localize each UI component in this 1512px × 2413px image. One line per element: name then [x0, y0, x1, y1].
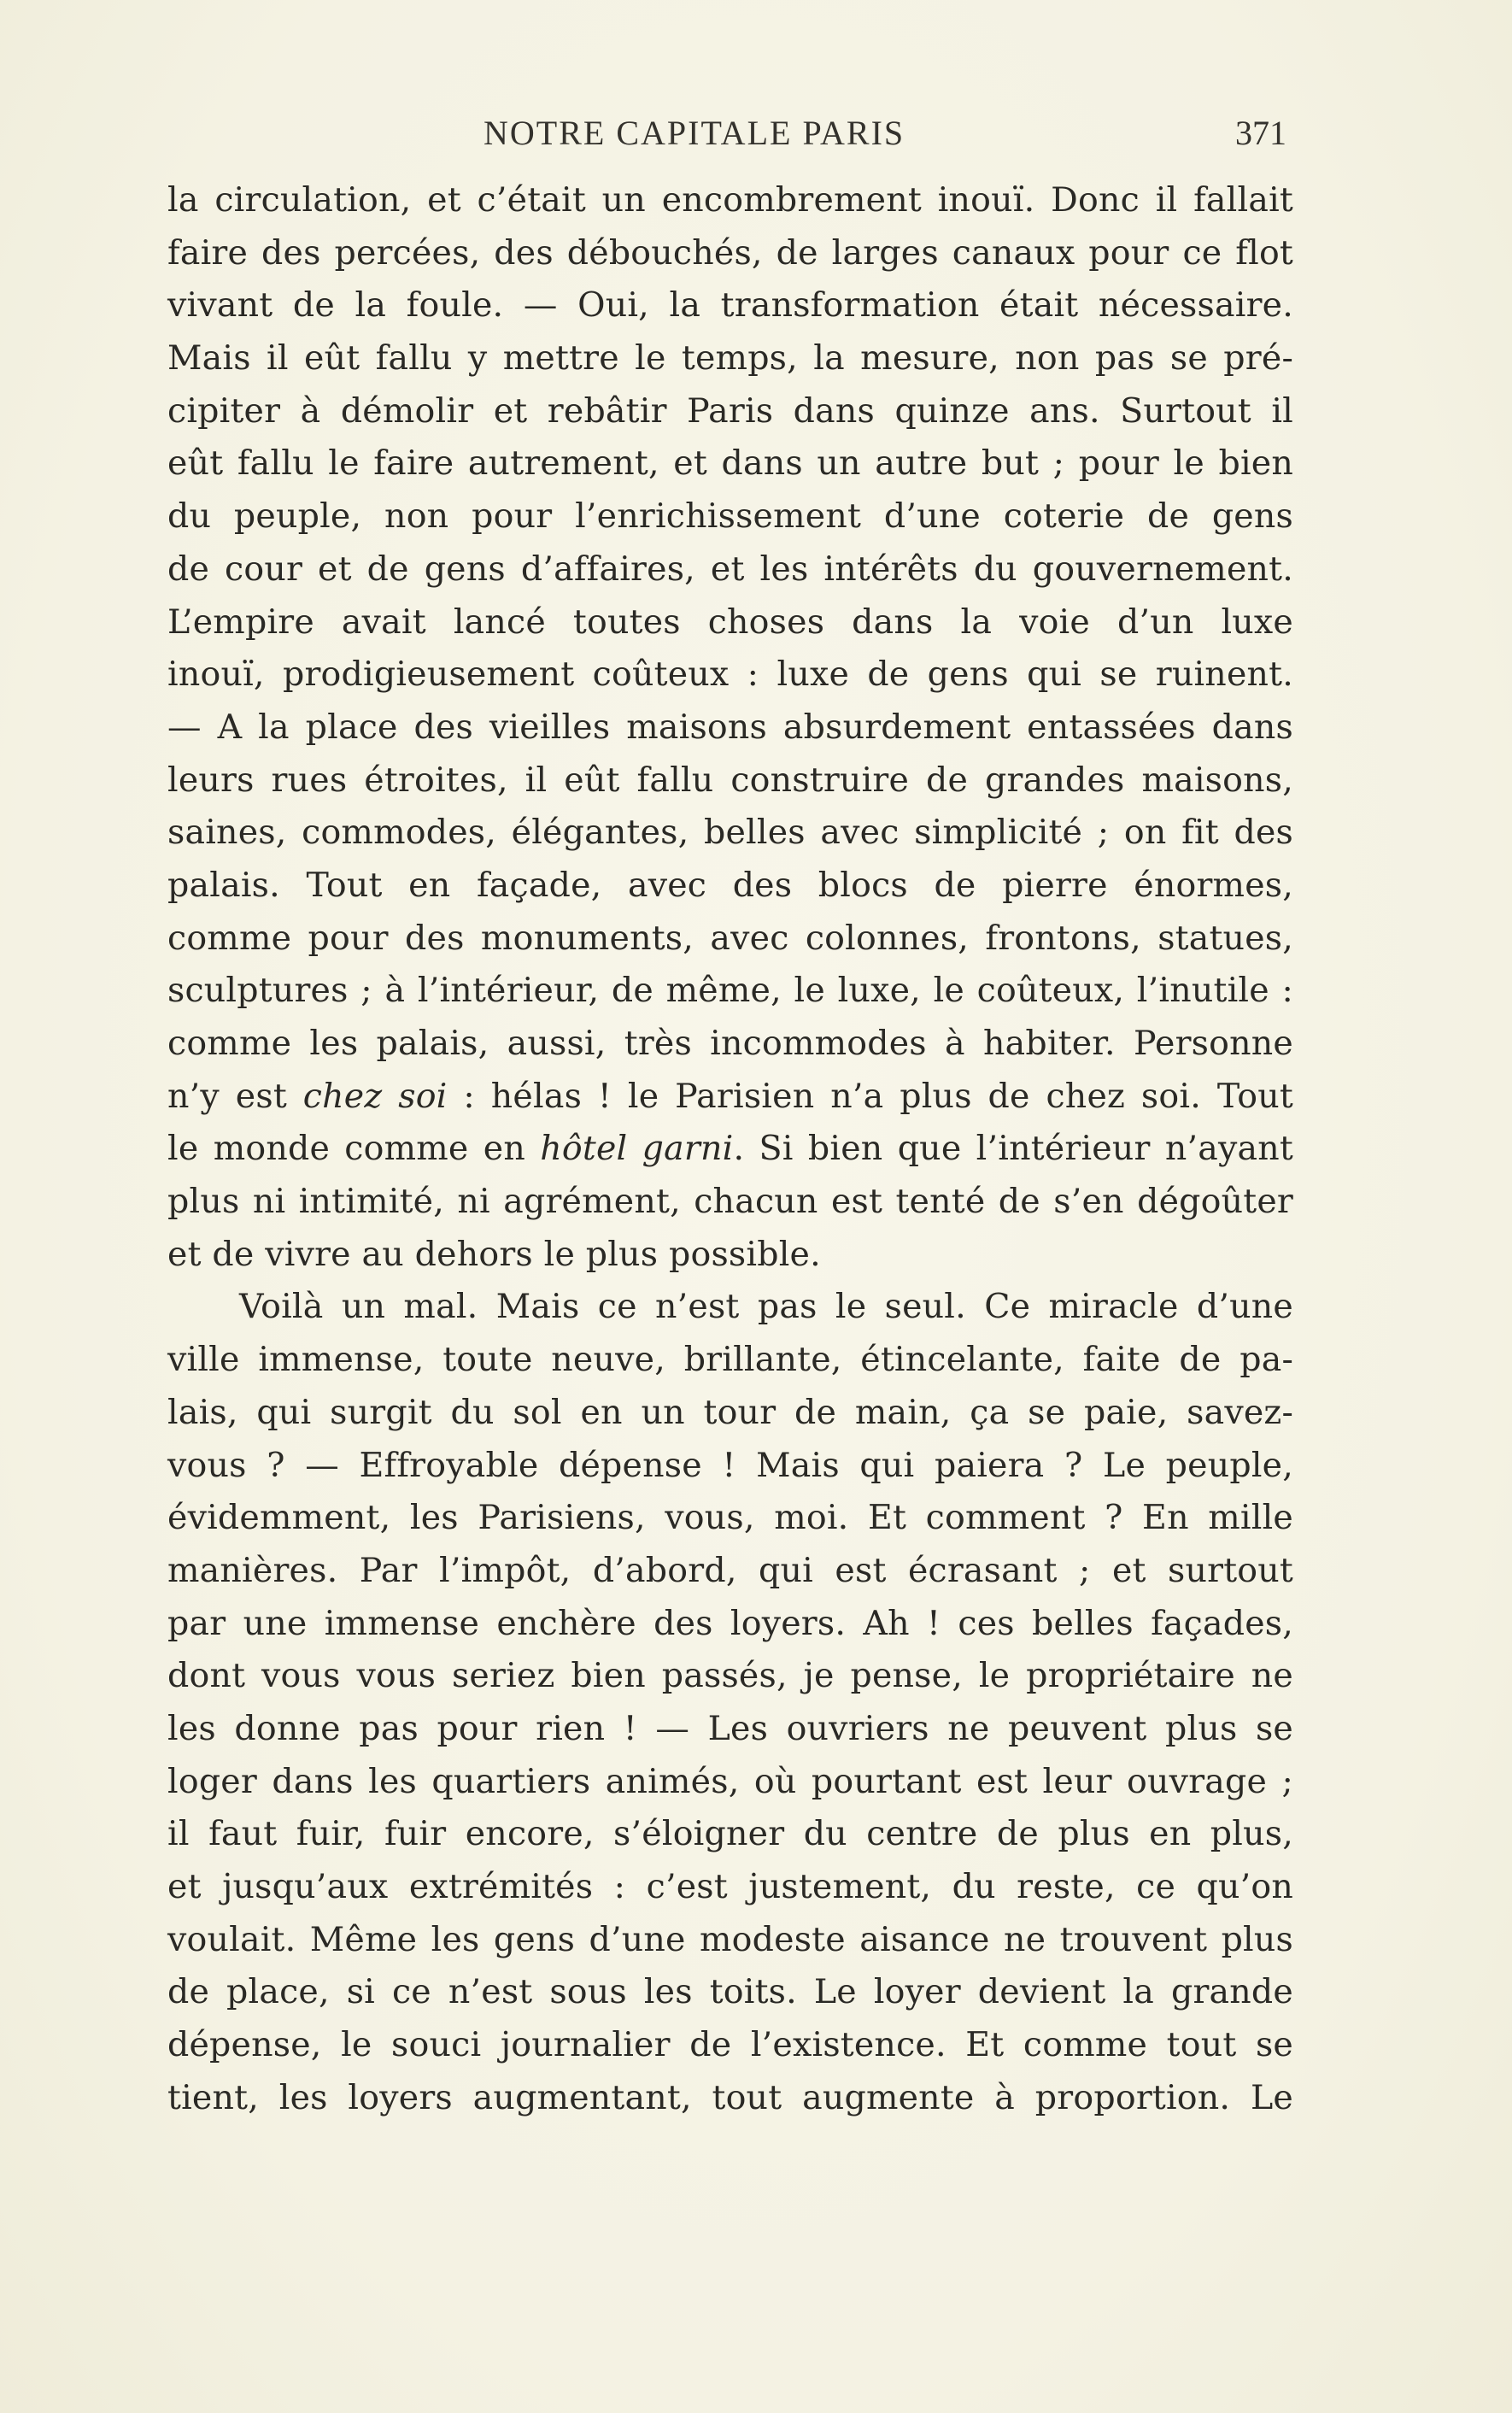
text-segment: saines, commodes, élégantes, belles avec simplicité ; on fit des [167, 813, 1293, 853]
text-line [167, 1334, 1293, 1387]
page-number: 371 [1235, 114, 1286, 152]
text-segment: vous ? — Effroyable dépense ! Mais qui paiera ? Le peuple, [167, 1445, 1293, 1485]
text-line [167, 1071, 1293, 1124]
text-line [167, 1756, 1293, 1809]
text-line [167, 1808, 1293, 1861]
text-segment: leurs rues étroites, il eût fallu construire de grandes maisons, [167, 760, 1293, 800]
text-segment: manières. Par l’impôt, d’abord, qui est écrasant ; et surtout [167, 1550, 1293, 1590]
text-line [167, 1703, 1293, 1756]
text-segment: il faut fuir, fuir encore, s’éloigner du centre de plus en plus, [167, 1814, 1293, 1854]
text-segment: — A la place des vieilles maisons absurdement entassées dans [167, 707, 1293, 747]
text-segment: palais. Tout en façade, avec des blocs de pierre énormes, [167, 865, 1293, 905]
text-line [167, 1281, 1293, 1334]
text-segment: voulait. Même les gens d’une modeste aisance ne trouvent plus [167, 1919, 1293, 1959]
text-segment: tient, les loyers augmentant, tout augmente à proportion. Le [167, 2077, 1293, 2117]
text-line [167, 807, 1293, 860]
text-segment: vivant de la foule. — Oui, la transformation était nécessaire. [167, 285, 1293, 326]
text-segment: par une immense enchère des loyers. Ah ! ces belles façades, [167, 1603, 1293, 1643]
text-line [167, 1545, 1293, 1598]
text-segment: . Si bien que l’intérieur n’ayant [733, 1129, 1293, 1169]
text-line [167, 1492, 1293, 1545]
text-line [167, 1966, 1293, 2019]
text-segment: de cour et de gens d’affaires, et les intérêts du gouvernement. [167, 549, 1293, 589]
text-segment: comme les palais, aussi, très incommodes à habiter. Personne [167, 1024, 1293, 1063]
text-line [167, 1650, 1293, 1703]
text-segment: dépense, le souci journalier de l’existence. Et comme tout se [167, 2025, 1293, 2065]
text-line [167, 596, 1293, 649]
text-line [167, 1123, 1293, 1176]
text-segment: L’empire avait lancé toutes choses dans la voie d’un luxe [167, 602, 1293, 642]
text-line [167, 702, 1293, 754]
text-line [167, 649, 1293, 702]
text-segment: faire des percées, des débouchés, de larges canaux pour ce flot [167, 232, 1293, 273]
text-line [167, 490, 1293, 543]
body-text [167, 174, 1293, 2124]
italic-phrase: chez soi [302, 1076, 448, 1116]
text-segment: du peuple, non pour l’enrichissement d’une coterie de gens [167, 496, 1293, 537]
text-segment: et jusqu’aux extrémités : c’est justement, du reste, ce qu’on [167, 1867, 1293, 1906]
text-segment: Voilà un mal. Mais ce n’est pas le seul. Ce miracle d’une [239, 1287, 1293, 1327]
text-segment: Mais il eût fallu y mettre le temps, la mesure, non pas se pré- [167, 338, 1293, 379]
text-segment: : hélas ! le Parisien n’a plus de chez soi. Tout [447, 1076, 1294, 1116]
text-line [167, 1914, 1293, 1967]
text-segment: n’y est [167, 1076, 303, 1116]
text-line [167, 913, 1293, 966]
text-segment: les donne pas pour rien ! — Les ouvriers ne peuvent plus se [167, 1708, 1293, 1748]
text-line [167, 2072, 1293, 2125]
text-segment: le monde comme en [167, 1129, 541, 1169]
text-line [167, 754, 1293, 807]
text-line [167, 1440, 1293, 1493]
text-segment: dont vous vous seriez bien passés, je pense, le propriétaire ne [167, 1656, 1293, 1696]
text-line [167, 1229, 1293, 1282]
text-segment: ville immense, toute neuve, brillante, étincelante, faite de pa- [167, 1340, 1293, 1380]
running-title: NOTRE CAPITALE PARIS [483, 114, 905, 152]
text-segment: sculptures ; à l’intérieur, de même, le luxe, le coûteux, l’inutile : [167, 971, 1293, 1011]
text-segment: lais, qui surgit du sol en un tour de main, ça se paie, savez- [167, 1392, 1293, 1432]
page-header [167, 108, 1286, 159]
text-line [167, 1176, 1293, 1229]
text-line [167, 279, 1293, 332]
text-line [167, 860, 1293, 913]
text-segment: de place, si ce n’est sous les toits. Le loyer devient la grande [167, 1972, 1293, 2012]
text-line [167, 1018, 1293, 1071]
italic-phrase: hôtel garni [540, 1129, 734, 1169]
text-line [167, 965, 1293, 1018]
text-segment: loger dans les quartiers animés, où pourtant est leur ouvrage ; [167, 1761, 1293, 1801]
text-segment: évidemment, les Parisiens, vous, moi. Et comment ? En mille [167, 1498, 1293, 1538]
text-line [167, 437, 1293, 490]
text-line [167, 1598, 1293, 1651]
text-segment: cipiter à démolir et rebâtir Paris dans quinze ans. Surtout il [167, 390, 1293, 431]
text-line [167, 385, 1293, 438]
text-line [167, 543, 1293, 596]
text-line [167, 227, 1293, 280]
text-segment: plus ni intimité, ni agrément, chacun est tenté de s’en dégoûter [167, 1182, 1293, 1222]
text-segment: inouï, prodigieusement coûteux : luxe de gens qui se ruinent. [167, 655, 1293, 695]
text-segment: et de vivre au dehors le plus possible. [167, 1234, 821, 1274]
text-line [167, 332, 1293, 385]
text-segment: comme pour des monuments, avec colonnes, frontons, statues, [167, 918, 1293, 958]
text-line [167, 1861, 1293, 1914]
text-line [167, 2019, 1293, 2072]
text-line [167, 174, 1293, 227]
text-segment: la circulation, et c’était un encombrement inouï. Donc il fallait [167, 180, 1293, 220]
text-line [167, 1387, 1293, 1440]
text-segment: eût fallu le faire autrement, et dans un autre but ; pour le bien [167, 443, 1293, 484]
